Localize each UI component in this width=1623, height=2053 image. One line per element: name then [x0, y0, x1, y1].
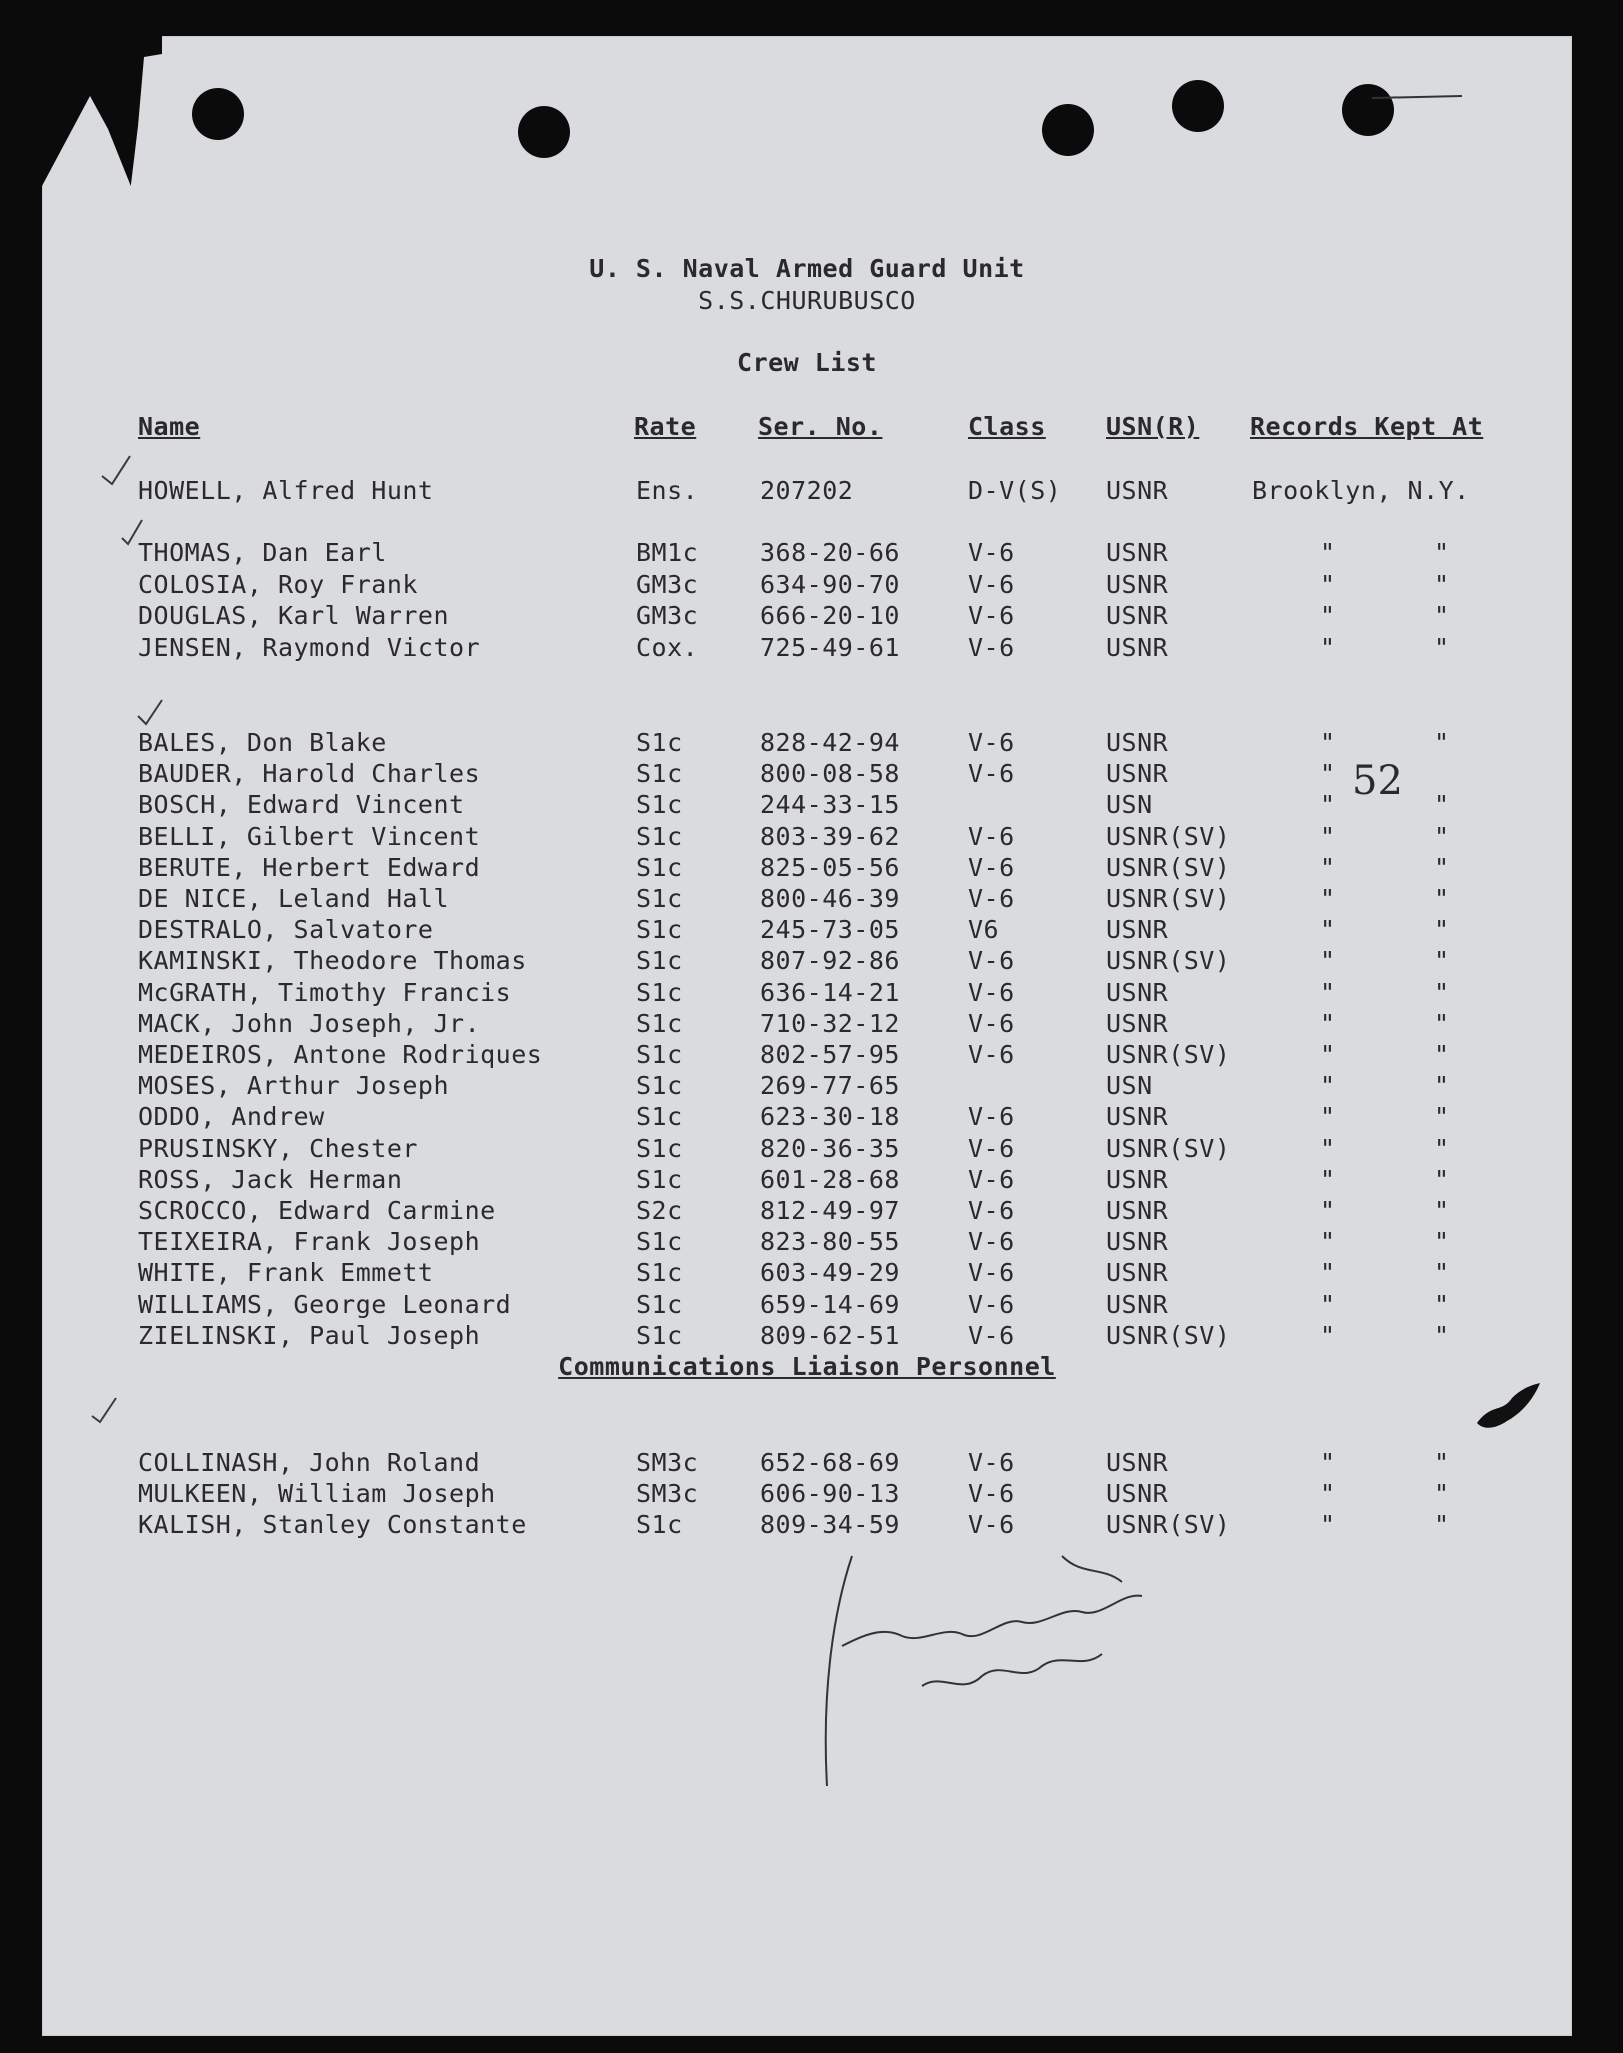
- crew-usn: USNR(SV): [1106, 852, 1231, 882]
- crew-name: ODDO, Andrew: [138, 1102, 325, 1132]
- crew-records-ditto: ": [1434, 1510, 1450, 1539]
- crew-records-ditto: ": [1434, 1133, 1450, 1163]
- crew-name: JENSEN, Raymond Victor: [138, 632, 481, 662]
- crew-name: DOUGLAS, Karl Warren: [138, 601, 450, 630]
- crew-rate: S1c: [636, 759, 683, 789]
- crew-name: SCROCCO, Edward Carmine: [138, 1196, 496, 1225]
- crew-name: MULKEEN, William Joseph: [138, 1479, 496, 1508]
- crew-name: COLOSIA, Roy Frank: [138, 569, 418, 599]
- crew-rate: S1c: [636, 1320, 683, 1350]
- crew-usn: USNR(SV): [1106, 1040, 1231, 1069]
- crew-usn: USNR: [1106, 915, 1169, 945]
- crew-records-ditto: ": [1320, 1196, 1336, 1225]
- crew-usn: USNR: [1106, 476, 1169, 505]
- crew-records-ditto: ": [1320, 884, 1336, 913]
- crew-ser-no: 800-08-58: [760, 759, 900, 789]
- crew-usn: USNR: [1106, 538, 1169, 567]
- crew-name: BELLI, Gilbert Vincent: [138, 821, 481, 851]
- crew-records-ditto: ": [1320, 632, 1336, 662]
- list-title: Crew List: [737, 348, 877, 377]
- crew-rate: S1c: [636, 1071, 683, 1101]
- crew-records-ditto: ": [1320, 1258, 1336, 1288]
- crew-class: V-6: [968, 1320, 1015, 1350]
- crew-usn: USNR(SV): [1106, 884, 1231, 913]
- crew-rate: S1c: [636, 790, 683, 820]
- crew-rate: S1c: [636, 1133, 683, 1163]
- crew-name: BALES, Don Blake: [138, 728, 387, 757]
- crew-records-ditto: ": [1434, 728, 1450, 757]
- crew-records-ditto: ": [1320, 1227, 1336, 1257]
- crew-records-ditto: ": [1320, 1164, 1336, 1194]
- crew-records-ditto: ": [1434, 538, 1450, 567]
- crew-ser-no: 634-90-70: [760, 569, 900, 599]
- crew-records-ditto: ": [1320, 915, 1336, 945]
- crew-class: V-6: [968, 1040, 1015, 1069]
- document-page: [42, 36, 1572, 2036]
- crew-ser-no: 802-57-95: [760, 1040, 900, 1069]
- ink-blot: [1472, 1383, 1542, 1433]
- crew-name: KALISH, Stanley Constante: [138, 1510, 527, 1539]
- crew-records-ditto: ": [1434, 1479, 1450, 1508]
- check-mark: [122, 520, 142, 544]
- crew-name: PRUSINSKY, Chester: [138, 1133, 418, 1163]
- crew-rate: Cox.: [636, 632, 699, 662]
- crew-records-ditto: ": [1434, 1289, 1450, 1319]
- crew-class: V-6: [968, 1008, 1015, 1038]
- crew-usn: USNR: [1106, 601, 1169, 630]
- crew-records-ditto: ": [1434, 1040, 1450, 1069]
- crew-name: MACK, John Joseph, Jr.: [138, 1008, 481, 1038]
- check-mark: [92, 1398, 116, 1422]
- crew-records-ditto: ": [1434, 1227, 1450, 1257]
- crew-records-ditto: ": [1320, 759, 1336, 789]
- crew-rate: S1c: [636, 728, 683, 757]
- crew-name: ZIELINSKI, Paul Joseph: [138, 1320, 481, 1350]
- crew-rate: S1c: [636, 1102, 683, 1132]
- crew-records-ditto: ": [1434, 852, 1450, 882]
- crew-records-ditto: ": [1320, 852, 1336, 882]
- crew-name: BERUTE, Herbert Edward: [138, 852, 481, 882]
- crew-usn: USNR(SV): [1106, 1320, 1231, 1350]
- crew-class: V-6: [968, 601, 1015, 630]
- crew-records-ditto: ": [1434, 1196, 1450, 1225]
- crew-rate: Ens.: [636, 476, 699, 505]
- crew-usn: USNR: [1106, 759, 1169, 789]
- crew-class: V-6: [968, 1227, 1015, 1257]
- crew-name: MEDEIROS, Antone Rodriques: [138, 1040, 543, 1069]
- crew-records-ditto: ": [1434, 569, 1450, 599]
- crew-records-ditto: ": [1320, 790, 1336, 820]
- crew-usn: USNR: [1106, 1289, 1169, 1319]
- crew-ser-no: 820-36-35: [760, 1133, 900, 1163]
- crew-records-ditto: ": [1320, 1008, 1336, 1038]
- crew-name: MOSES, Arthur Joseph: [138, 1071, 450, 1101]
- signature: [822, 1536, 1242, 1796]
- crew-ser-no: 725-49-61: [760, 632, 900, 662]
- crew-records-ditto: ": [1320, 821, 1336, 851]
- crew-ser-no: 207202: [760, 476, 854, 505]
- crew-records-ditto: ": [1434, 884, 1450, 913]
- column-header-rate: Rate: [634, 412, 697, 441]
- crew-ser-no: 809-34-59: [760, 1510, 900, 1539]
- crew-rate: S1c: [636, 821, 683, 851]
- crew-records-ditto: ": [1434, 1008, 1450, 1038]
- crew-ser-no: 800-46-39: [760, 884, 900, 913]
- crew-class: D-V(S): [968, 476, 1062, 505]
- crew-records-ditto: ": [1320, 569, 1336, 599]
- crew-rate: S1c: [636, 946, 683, 976]
- crew-usn: USN: [1106, 1071, 1153, 1101]
- communications-heading: Communications Liaison Personnel: [558, 1352, 1056, 1381]
- crew-ser-no: 666-20-10: [760, 601, 900, 630]
- check-mark: [102, 456, 130, 484]
- crew-records-ditto: ": [1434, 977, 1450, 1007]
- crew-rate: S1c: [636, 1510, 683, 1539]
- crew-class: V-6: [968, 632, 1015, 662]
- crew-records-ditto: ": [1320, 1133, 1336, 1163]
- crew-class: V6: [968, 915, 1000, 945]
- crew-records-ditto: ": [1434, 1164, 1450, 1194]
- crew-name: McGRATH, Timothy Francis: [138, 977, 512, 1007]
- crew-class: V-6: [968, 728, 1015, 757]
- crew-name: COLLINASH, John Roland: [138, 1448, 481, 1477]
- crew-class: V-6: [968, 946, 1015, 976]
- crew-usn: USNR: [1106, 1448, 1169, 1477]
- crew-records-ditto: ": [1434, 1448, 1450, 1477]
- crew-usn: USNR(SV): [1106, 1510, 1231, 1539]
- crew-class: V-6: [968, 1258, 1015, 1288]
- crew-rate: S1c: [636, 915, 683, 945]
- crew-ser-no: 825-05-56: [760, 852, 900, 882]
- crew-ser-no: 652-68-69: [760, 1448, 900, 1477]
- crew-records-ditto: ": [1434, 632, 1450, 662]
- crew-records-ditto: ": [1320, 1510, 1336, 1539]
- crew-usn: USNR: [1106, 1102, 1169, 1132]
- crew-name: KAMINSKI, Theodore Thomas: [138, 946, 527, 976]
- crew-class: V-6: [968, 1164, 1015, 1194]
- crew-ser-no: 606-90-13: [760, 1479, 900, 1508]
- crew-name: DE NICE, Leland Hall: [138, 884, 450, 913]
- crew-ser-no: 601-28-68: [760, 1164, 900, 1194]
- crew-usn: USNR: [1106, 728, 1169, 757]
- crew-name: BOSCH, Edward Vincent: [138, 790, 465, 820]
- crew-class: V-6: [968, 1510, 1015, 1539]
- crew-rate: BM1c: [636, 538, 699, 567]
- crew-records-ditto: ": [1320, 1102, 1336, 1132]
- crew-records-ditto: ": [1434, 601, 1450, 630]
- crew-rate: GM3c: [636, 601, 699, 630]
- crew-records-ditto: ": [1320, 977, 1336, 1007]
- crew-rate: GM3c: [636, 569, 699, 599]
- crew-ser-no: 659-14-69: [760, 1289, 900, 1319]
- crew-records-ditto: ": [1320, 1448, 1336, 1477]
- crew-usn: USNR: [1106, 1164, 1169, 1194]
- ship-name: S.S.CHURUBUSCO: [698, 286, 916, 315]
- crew-usn: USN: [1106, 790, 1153, 820]
- crew-records-ditto: ": [1434, 790, 1450, 820]
- crew-name: TEIXEIRA, Frank Joseph: [138, 1227, 481, 1257]
- crew-name: WILLIAMS, George Leonard: [138, 1289, 512, 1319]
- crew-ser-no: 807-92-86: [760, 946, 900, 976]
- crew-ser-no: 244-33-15: [760, 790, 900, 820]
- crew-ser-no: 823-80-55: [760, 1227, 900, 1257]
- crew-usn: USNR(SV): [1106, 821, 1231, 851]
- column-header-ser-no: Ser. No.: [758, 412, 883, 441]
- page-number: 52: [1352, 758, 1403, 804]
- crew-usn: USNR: [1106, 569, 1169, 599]
- crew-class: V-6: [968, 538, 1015, 567]
- check-mark: [138, 700, 162, 724]
- crew-records-ditto: ": [1320, 538, 1336, 567]
- crew-usn: USNR: [1106, 1258, 1169, 1288]
- crew-records-ditto: ": [1320, 946, 1336, 976]
- crew-records-ditto: ": [1320, 1479, 1336, 1508]
- crew-rate: S2c: [636, 1196, 683, 1225]
- crew-records-ditto: ": [1320, 1320, 1336, 1350]
- crew-class: V-6: [968, 759, 1015, 789]
- crew-rate: S1c: [636, 1008, 683, 1038]
- crew-records-ditto: ": [1434, 915, 1450, 945]
- crew-class: V-6: [968, 569, 1015, 599]
- crew-records-ditto: ": [1320, 1289, 1336, 1319]
- crew-name: HOWELL, Alfred Hunt: [138, 476, 434, 505]
- crew-rate: S1c: [636, 1164, 683, 1194]
- crew-name: DESTRALO, Salvatore: [138, 915, 434, 945]
- crew-usn: USNR: [1106, 1479, 1169, 1508]
- crew-records-ditto: ": [1434, 1102, 1450, 1132]
- crew-ser-no: 636-14-21: [760, 977, 900, 1007]
- column-header-name: Name: [138, 412, 201, 441]
- crew-records-ditto: ": [1434, 1258, 1450, 1288]
- crew-records-ditto: ": [1434, 946, 1450, 976]
- crew-ser-no: 803-39-62: [760, 821, 900, 851]
- crew-usn: USNR: [1106, 977, 1169, 1007]
- crew-usn: USNR(SV): [1106, 1133, 1231, 1163]
- crew-rate: S1c: [636, 1227, 683, 1257]
- crew-class: V-6: [968, 1102, 1015, 1132]
- crew-ser-no: 809-62-51: [760, 1320, 900, 1350]
- crew-records-ditto: ": [1434, 821, 1450, 851]
- crew-class: V-6: [968, 1479, 1015, 1508]
- crew-rate: SM3c: [636, 1448, 699, 1477]
- crew-ser-no: 245-73-05: [760, 915, 900, 945]
- crew-name: BAUDER, Harold Charles: [138, 759, 481, 789]
- crew-rate: S1c: [636, 852, 683, 882]
- crew-usn: USNR(SV): [1106, 946, 1231, 976]
- crew-class: V-6: [968, 1133, 1015, 1163]
- crew-rate: S1c: [636, 1258, 683, 1288]
- crew-class: V-6: [968, 884, 1015, 913]
- crew-usn: USNR: [1106, 1008, 1169, 1038]
- crew-records-ditto: ": [1434, 1071, 1450, 1101]
- crew-name: WHITE, Frank Emmett: [138, 1258, 434, 1288]
- crew-ser-no: 828-42-94: [760, 728, 900, 757]
- crew-records-ditto: ": [1320, 1040, 1336, 1069]
- column-header-class: Class: [968, 412, 1046, 441]
- crew-class: V-6: [968, 1196, 1015, 1225]
- column-header-records: Records Kept At: [1250, 412, 1484, 441]
- crew-rate: SM3c: [636, 1479, 699, 1508]
- crew-name: ROSS, Jack Herman: [138, 1164, 403, 1194]
- crew-rate: S1c: [636, 884, 683, 913]
- pen-stroke: [1372, 96, 1462, 98]
- crew-class: V-6: [968, 821, 1015, 851]
- crew-usn: USNR: [1106, 1227, 1169, 1257]
- crew-name: THOMAS, Dan Earl: [138, 538, 387, 567]
- crew-rate: S1c: [636, 1289, 683, 1319]
- crew-ser-no: 623-30-18: [760, 1102, 900, 1132]
- crew-usn: USNR: [1106, 632, 1169, 662]
- crew-class: V-6: [968, 1448, 1015, 1477]
- crew-records-ditto: ": [1320, 1071, 1336, 1101]
- crew-records-ditto: ": [1320, 601, 1336, 630]
- crew-records-ditto: ": [1320, 728, 1336, 757]
- check-marks: [42, 36, 1572, 2036]
- column-header-usn: USN(R): [1106, 412, 1200, 441]
- crew-class: V-6: [968, 1289, 1015, 1319]
- crew-ser-no: 603-49-29: [760, 1258, 900, 1288]
- crew-records: Brooklyn, N.Y.: [1252, 476, 1470, 505]
- crew-class: V-6: [968, 852, 1015, 882]
- crew-rate: S1c: [636, 977, 683, 1007]
- unit-title: U. S. Naval Armed Guard Unit: [589, 254, 1025, 283]
- crew-rate: S1c: [636, 1040, 683, 1069]
- crew-records-ditto: ": [1434, 1320, 1450, 1350]
- crew-usn: USNR: [1106, 1196, 1169, 1225]
- crew-ser-no: 710-32-12: [760, 1008, 900, 1038]
- crew-ser-no: 812-49-97: [760, 1196, 900, 1225]
- crew-ser-no: 368-20-66: [760, 538, 900, 567]
- crew-ser-no: 269-77-65: [760, 1071, 900, 1101]
- crew-class: V-6: [968, 977, 1015, 1007]
